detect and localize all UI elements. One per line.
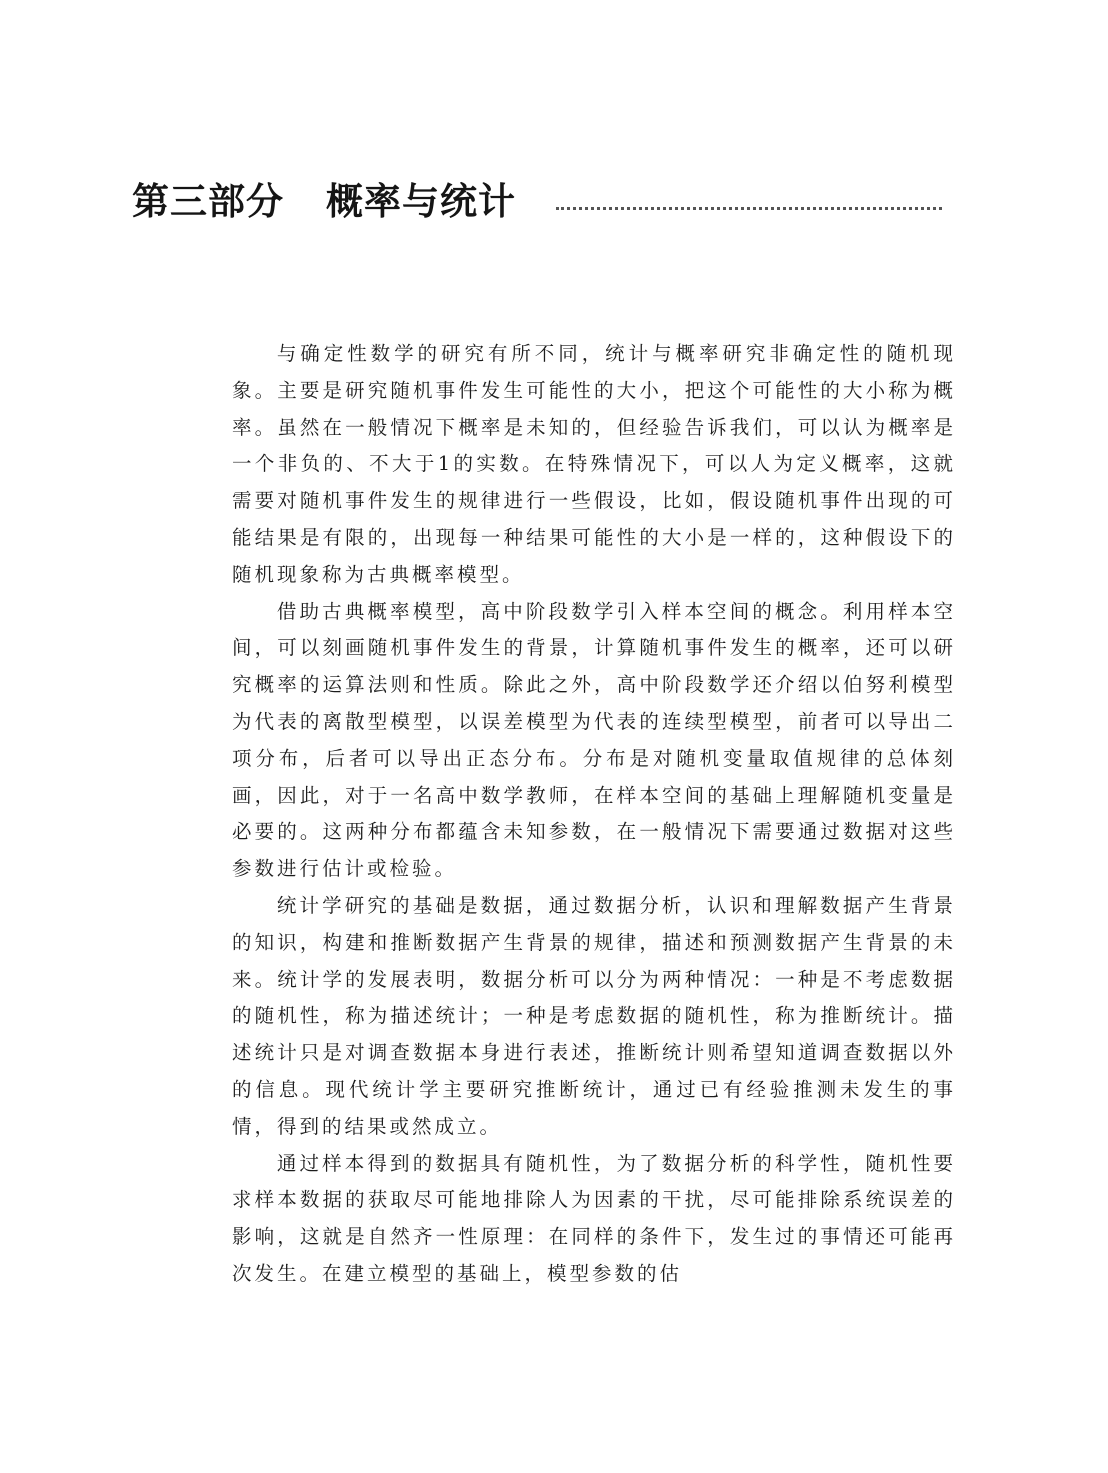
paragraph: 统计学研究的基础是数据，通过数据分析，认识和理解数据产生背景的知识，构建和推断数据产生背景的规律，描述和预测数据产生背景的未来。统计学的发展表明，数据分析可以分为两种情况：一种是不考虑数据的随机性，称为描述统计；一种是考虑数据的随机性，称为推断统计。描述统计只是对调查数据本身进行表述，推断统计则希望知道调查数据以外的信息。现代统计学主要研究推断统计，通过已有经验推测未发生的事情，得到的结果或然成立。 (232, 893, 956, 1138)
heading-dotted-leader (556, 207, 942, 210)
body-text (232, 336, 956, 1293)
part-title: 概率与统计 (326, 180, 516, 223)
paragraph: 与确定性数学的研究有所不同，统计与概率研究非确定性的随机现象。主要是研究随机事件发生可能性的大小，把这个可能性的大小称为概率。虽然在一般情况下概率是未知的，但经验告诉我们，可以认为概率是一个非负的、不大于1的实数。在特殊情况下，可以人为定义概率，这就需要对随机事件发生的规律进行一些假设，比如，假设随机事件出现的可能结果是有限的，出现每一种结果可能性的大小是一样的，这种假设下的随机现象称为古典概率模型。 (232, 342, 956, 586)
paragraph: 借助古典概率模型，高中阶段数学引入样本空间的概念。利用样本空间，可以刻画随机事件发生的背景，计算随机事件发生的概率，还可以研究概率的运算法则和性质。除此之外，高中阶段数学还介绍以伯努利模型为代表的离散型模型，以误差模型为代表的连续型模型，前者可以导出二项分布，后者可以导出正态分布。分布是对随机变量取值规律的总体刻画，因此，对于一名高中数学教师，在样本空间的基础上理解随机变量是必要的。这两种分布都蕴含未知参数，在一般情况下需要通过数据对这些参数进行估计或检验。 (232, 599, 956, 881)
chapter-heading (132, 176, 516, 228)
part-label: 第三部分 (132, 180, 284, 223)
paragraph: 通过样本得到的数据具有随机性，为了数据分析的科学性，随机性要求样本数据的获取尽可能地排除人为因素的干扰，尽可能排除系统误差的影响，这就是自然齐一性原理：在同样的条件下，发生过的事情还可能再次发生。在建立模型的基础上，模型参数的估 (232, 1151, 956, 1285)
